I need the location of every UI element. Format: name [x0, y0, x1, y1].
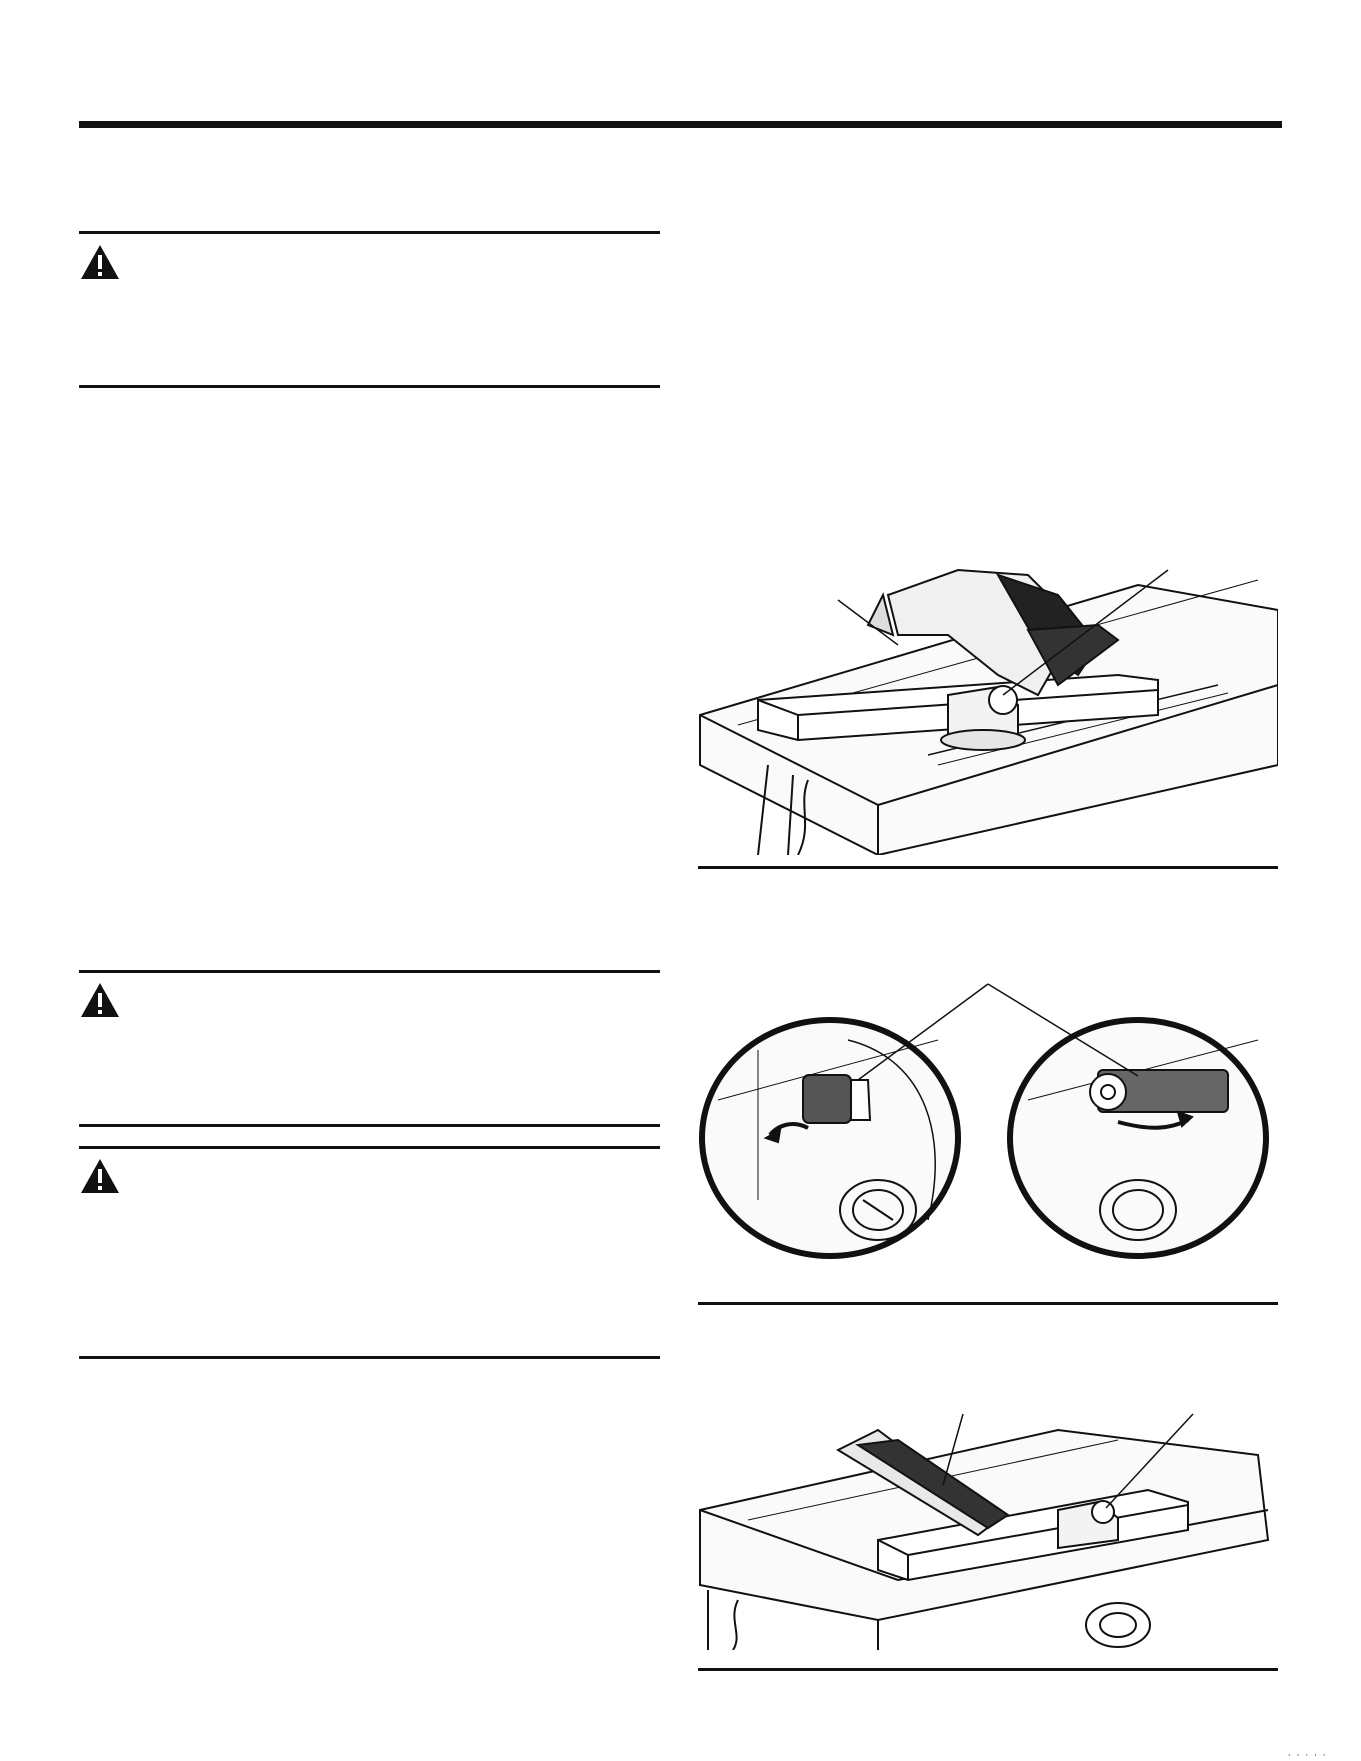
warning-triangle-icon — [79, 981, 121, 1019]
warning-box-3-bottom-rule — [79, 1356, 660, 1359]
warning-box-1-top-rule — [79, 231, 660, 234]
figure-3-bottom-rule — [698, 1668, 1278, 1671]
warning-box-3-top-rule — [79, 1146, 660, 1149]
warning-triangle-icon — [79, 1157, 121, 1195]
figure-crosscut-setup — [698, 1410, 1278, 1650]
figure-miter-gauge-cut — [698, 565, 1278, 855]
warning-box-1-bottom-rule — [79, 385, 660, 388]
footer-marks: · · · · · — [1287, 1749, 1327, 1761]
figure-lock-lever-detail — [698, 980, 1278, 1260]
figure-1-bottom-rule — [698, 866, 1278, 869]
warning-box-2-bottom-rule — [79, 1124, 660, 1127]
warning-triangle-icon — [79, 243, 121, 281]
warning-box-2-top-rule — [79, 970, 660, 973]
figure-2-bottom-rule — [698, 1302, 1278, 1305]
header-rule — [79, 121, 1282, 128]
